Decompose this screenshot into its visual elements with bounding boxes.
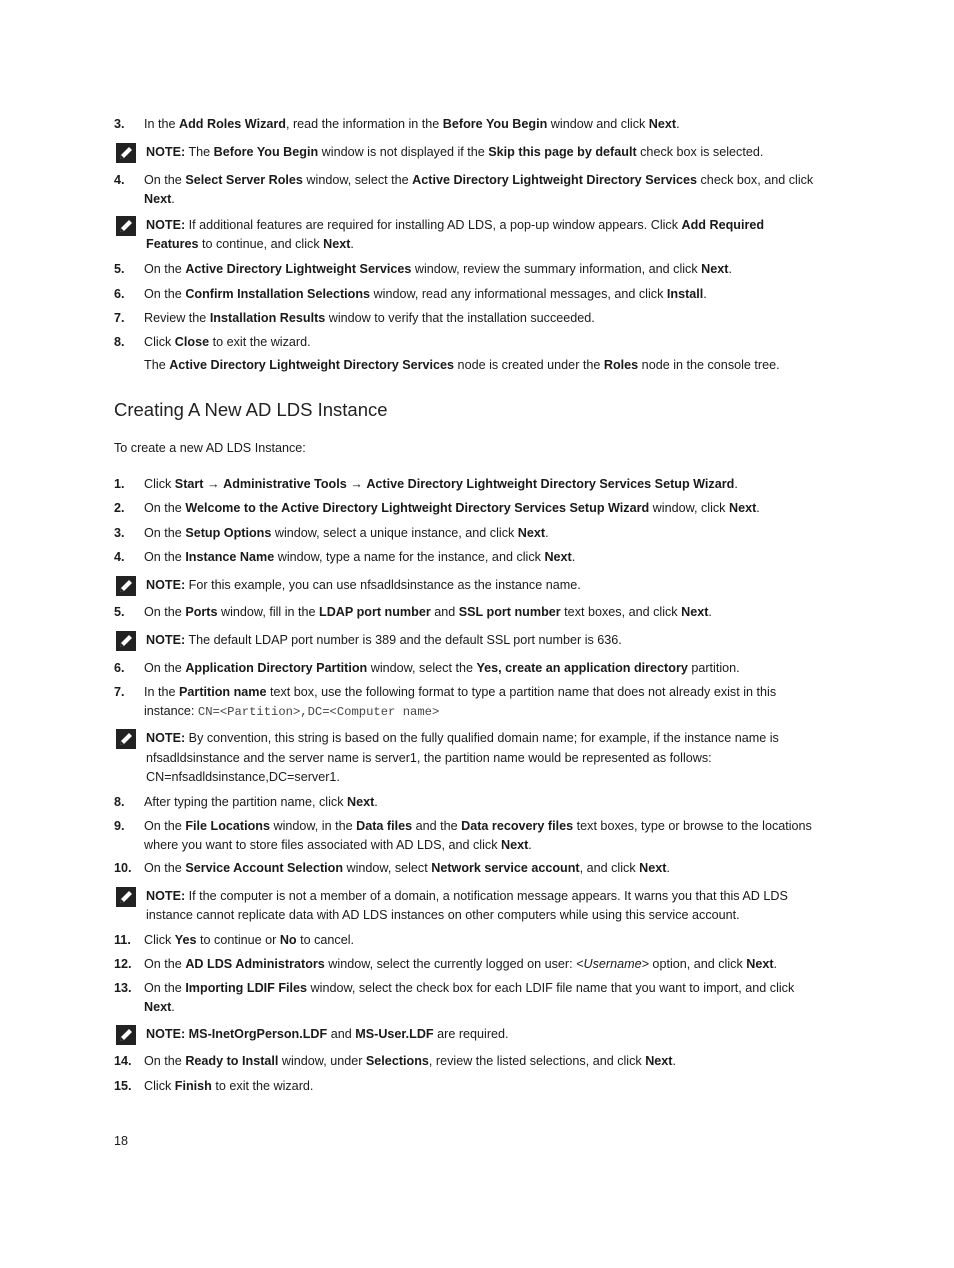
step-c8 (114, 793, 814, 812)
note-text: NOTE: MS-InetOrgPerson.LDF and MS-User.LDF are required. (146, 1027, 509, 1041)
step-c4 (114, 548, 814, 567)
step-number: 7. (114, 311, 125, 325)
note-text: NOTE: The default LDAP port number is 389 and the default SSL port number is 636. (146, 633, 622, 647)
step-5 (114, 260, 814, 279)
step-text: On the AD LDS Administrators window, select the currently logged on user: <Username> option, and click Next. (144, 957, 778, 971)
step-text: On the File Locations window, in the Data files and the Data recovery files text boxes, type or browse to the locations where you want to store files associated with AD LDS, and click Next. (144, 819, 812, 852)
pencil-note-icon (116, 631, 136, 651)
pencil-note-icon (116, 1025, 136, 1045)
pencil-note-icon (116, 143, 136, 163)
step-number: 4. (114, 173, 125, 187)
step-7 (114, 309, 814, 328)
note-4 (114, 631, 814, 650)
step-text: On the Ready to Install window, under Selections, review the listed selections, and click Next. (144, 1054, 676, 1068)
step-number: 4. (114, 550, 125, 564)
note-1 (114, 143, 814, 162)
step-c3 (114, 524, 814, 543)
page-number: 18 (114, 1134, 129, 1148)
step-text: On the Select Server Roles window, select the Active Directory Lightweight Directory Services check box, and click Next. (144, 173, 814, 206)
step-c1 (114, 475, 814, 494)
step-number: 5. (114, 262, 125, 276)
step-text: On the Application Directory Partition window, select the Yes, create an application directory partition. (144, 661, 740, 675)
note-text: NOTE: If the computer is not a member of a domain, a notification message appears. It warns you that this AD LDS instance cannot replicate data with AD LDS instances on other computers while using this service account. (146, 889, 788, 922)
step-number: 8. (114, 335, 125, 349)
step-text: On the Ports window, fill in the LDAP port number and SSL port number text boxes, and click Next. (144, 605, 712, 619)
note-text: NOTE: If additional features are required for installing AD LDS, a pop-up window appears. Click Add Required Features to continue, and click Next. (146, 218, 765, 251)
step-text: Click Start → Administrative Tools → Active Directory Lightweight Directory Services Setup Wizard. (144, 477, 738, 491)
step-number: 6. (114, 661, 125, 675)
note-7 (114, 1025, 814, 1044)
step-number: 1. (114, 477, 125, 491)
note-5 (114, 729, 814, 788)
step-text: Click Finish to exit the wizard. (144, 1079, 314, 1093)
step-text: On the Confirm Installation Selections window, read any informational messages, and click Install. (144, 287, 707, 301)
note-text: NOTE: By convention, this string is based on the fully qualified domain name; for example, if the instance name is nfsadldsinstance and the server name is server1, the partition name would be represented as follows: CN=nfsadldsinstance,DC=server1. (146, 731, 779, 784)
step-c10 (114, 859, 814, 878)
step-4 (114, 171, 814, 208)
step-c15 (114, 1077, 814, 1096)
step-number: 13. (114, 981, 132, 995)
note-text: NOTE: The Before You Begin window is not displayed if the Skip this page by default check box is selected. (146, 145, 764, 159)
step-number: 14. (114, 1054, 132, 1068)
step-c12 (114, 955, 814, 974)
step-c7 (114, 683, 814, 721)
step-c11 (114, 931, 814, 950)
step-number: 9. (114, 819, 125, 833)
step-text: After typing the partition name, click Next. (144, 795, 378, 809)
step-8 (114, 333, 814, 374)
step-text: Review the Installation Results window to verify that the installation succeeded. (144, 311, 595, 325)
step-c2 (114, 499, 814, 518)
section-heading: Creating A New AD LDS Instance (114, 399, 388, 420)
step-number: 8. (114, 795, 125, 809)
step-number: 5. (114, 605, 125, 619)
step-text: On the Welcome to the Active Directory Lightweight Directory Services Setup Wizard window, click Next. (144, 501, 760, 515)
step-text: In the Partition name text box, use the following format to type a partition name that does not already exist in this instance: CN=<Partition>,DC=<Computer name> (144, 685, 777, 719)
step-number: 7. (114, 685, 125, 699)
note-6 (114, 887, 814, 924)
code-format: CN=<Partition>,DC=<Computer name> (197, 704, 440, 719)
step-c6 (114, 659, 814, 678)
step-number: 2. (114, 501, 125, 515)
note-text: NOTE: For this example, you can use nfsadldsinstance as the instance name. (146, 578, 581, 592)
step-number: 3. (114, 117, 125, 131)
step-text: On the Setup Options window, select a unique instance, and click Next. (144, 526, 549, 540)
step-result-text: The Active Directory Lightweight Directory Services node is created under the Roles node in the console tree. (144, 357, 780, 372)
step-text: On the Importing LDIF Files window, select the check box for each LDIF file name that you want to import, and click Next. (144, 981, 795, 1014)
step-number: 10. (114, 861, 132, 875)
step-c13 (114, 979, 814, 1016)
step-text: On the Active Directory Lightweight Services window, review the summary information, and click Next. (144, 262, 732, 276)
step-text: On the Service Account Selection window, select Network service account, and click Next. (144, 861, 670, 875)
step-number: 11. (114, 933, 131, 947)
step-text: In the Add Roles Wizard, read the information in the Before You Begin window and click Next. (144, 117, 680, 131)
pencil-note-icon (116, 887, 136, 907)
step-c14 (114, 1052, 814, 1071)
intro-text: To create a new AD LDS Instance: (114, 441, 306, 455)
step-3 (114, 115, 814, 134)
note-2 (114, 216, 814, 253)
step-number: 6. (114, 287, 125, 301)
pencil-note-icon (116, 216, 136, 236)
step-c9 (114, 817, 814, 854)
note-3 (114, 576, 814, 595)
step-c5 (114, 603, 814, 622)
step-number: 15. (114, 1079, 132, 1093)
step-text: On the Instance Name window, type a name for the instance, and click Next. (144, 550, 576, 564)
step-number: 12. (114, 957, 132, 971)
step-6 (114, 285, 814, 304)
pencil-note-icon (116, 576, 136, 596)
step-text: Click Close to exit the wizard. (144, 335, 311, 349)
step-text: Click Yes to continue or No to cancel. (144, 933, 355, 947)
pencil-note-icon (116, 729, 136, 749)
step-number: 3. (114, 526, 125, 540)
